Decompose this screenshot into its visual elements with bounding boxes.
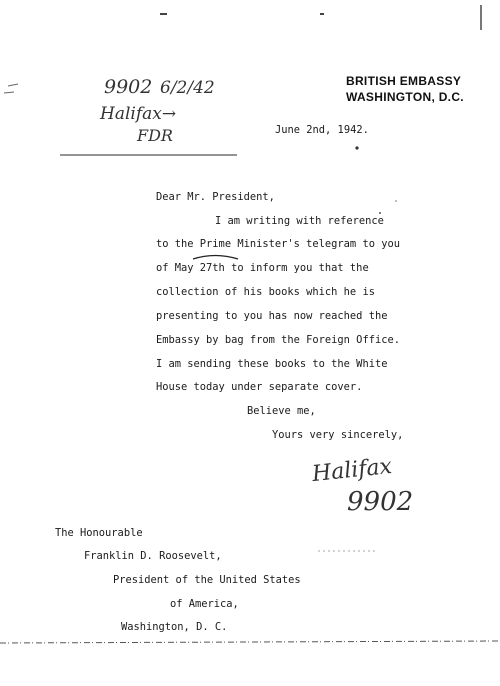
letterhead-line1: BRITISH EMBASSY [346,74,462,88]
address-line1: The Honourable [55,527,143,539]
letterhead-line2: WASHINGTON, D.C. [346,90,464,104]
body-line: I am writing with reference [215,215,384,227]
body-line: presenting to you has now reached the [156,310,388,322]
handwritten-file-number: 9902 [104,76,153,98]
body-line: House today under separate cover. [156,381,363,393]
body-line: I am sending these books to the White [156,358,388,370]
letter-date: June 2nd, 1942. [275,124,369,136]
dot-mark [379,212,381,214]
body-line: to the Prime Minister's telegram to you [156,238,400,250]
dot-mark [395,200,397,202]
handwritten-date: 6/2/42 [160,78,215,98]
body-line: collection of his books which he is [156,286,375,298]
closing-yours: Yours very sincerely, [272,429,404,441]
handwritten-names: Halifax→ [100,104,177,124]
handwritten-bottom-number: 9902 [347,487,414,517]
page-bottom-edge [0,641,500,643]
address-line3: President of the United States [113,574,301,586]
margin-dash [4,92,14,93]
address-line4: of America, [170,598,239,610]
address-line2: Franklin D. Roosevelt, [84,550,222,562]
signature: Halifax [310,453,394,488]
body-line: Embassy by bag from the Foreign Office. [156,334,400,346]
address-line5: Washington, D. C. [121,621,228,633]
pen-underline [193,256,238,260]
body-line: of May 27th to inform you that the [156,262,369,274]
handwritten-initials: FDR [137,126,173,145]
margin-dash [8,84,18,86]
closing-believe: Believe me, [247,405,316,417]
dot-mark [355,146,358,149]
salutation: Dear Mr. President, [156,191,275,203]
